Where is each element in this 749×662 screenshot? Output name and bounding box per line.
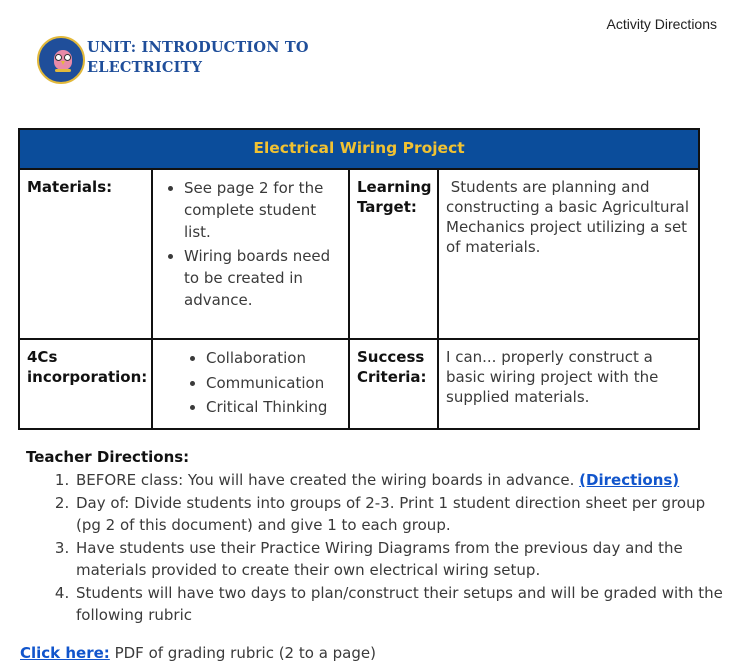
owl-eye-right <box>64 54 71 61</box>
directions-list <box>26 469 726 627</box>
unit-title-line-1: UNIT: INTRODUCTION TO <box>87 39 309 56</box>
learning-target-text: Students are planning and constructing a basic Agricultural Mechanics project utilizing a set of materials. <box>438 169 699 339</box>
list-item: • Communication <box>206 372 341 395</box>
list-item: 3. Have students use their Practice Wiring Diagrams from the previous day and the materials provided to create their own electrical wiring setup. <box>74 537 726 582</box>
unit-title-line-2: ELECTRICITY <box>87 59 203 76</box>
rubric-line <box>20 644 376 662</box>
fourcs-cell <box>152 339 349 429</box>
rubric-text: PDF of grading rubric (2 to a page) <box>109 644 376 662</box>
list-item: • Collaboration <box>206 347 341 370</box>
list-item: • Critical Thinking <box>206 396 341 419</box>
list-item <box>74 469 726 492</box>
fourcs-label: 4Cs incorporation: <box>19 339 152 429</box>
success-criteria-label: Success Criteria: <box>349 339 438 429</box>
owl-logo-icon <box>37 36 85 84</box>
teacher-directions-heading: Teacher Directions: <box>26 448 190 466</box>
teacher-directions <box>26 447 726 627</box>
success-criteria-text: I can... properly construct a basic wiring project with the supplied materials. <box>438 339 699 429</box>
list-item: • See page 2 for the complete student list. <box>184 177 341 243</box>
project-title: Electrical Wiring Project <box>19 129 699 169</box>
fourcs-list <box>160 347 341 419</box>
learning-target-label: Learning Target: <box>349 169 438 339</box>
materials-list <box>160 177 341 311</box>
list-item: 4. Students will have two days to plan/construct their setups and will be graded with the following rubric <box>74 582 726 627</box>
owl-perch <box>55 69 71 72</box>
rubric-link[interactable]: Click here: <box>20 644 110 662</box>
page-header-label: Activity Directions <box>606 16 717 32</box>
unit-title <box>87 38 309 78</box>
owl-eye-left <box>55 54 62 61</box>
list-item: • Wiring boards need to be created in advance. <box>184 245 341 311</box>
direction-text: BEFORE class: You will have created the wiring boards in advance. <box>76 471 580 489</box>
directions-link[interactable]: (Directions) <box>579 471 680 489</box>
list-item: 2. Day of: Divide students into groups of 2-3. Print 1 student direction sheet per group (pg 2 of this document) and give 1 to each group. <box>74 492 726 537</box>
materials-label: Materials: <box>19 169 152 339</box>
project-table <box>18 128 700 430</box>
owl-beak <box>61 61 65 65</box>
materials-cell <box>152 169 349 339</box>
